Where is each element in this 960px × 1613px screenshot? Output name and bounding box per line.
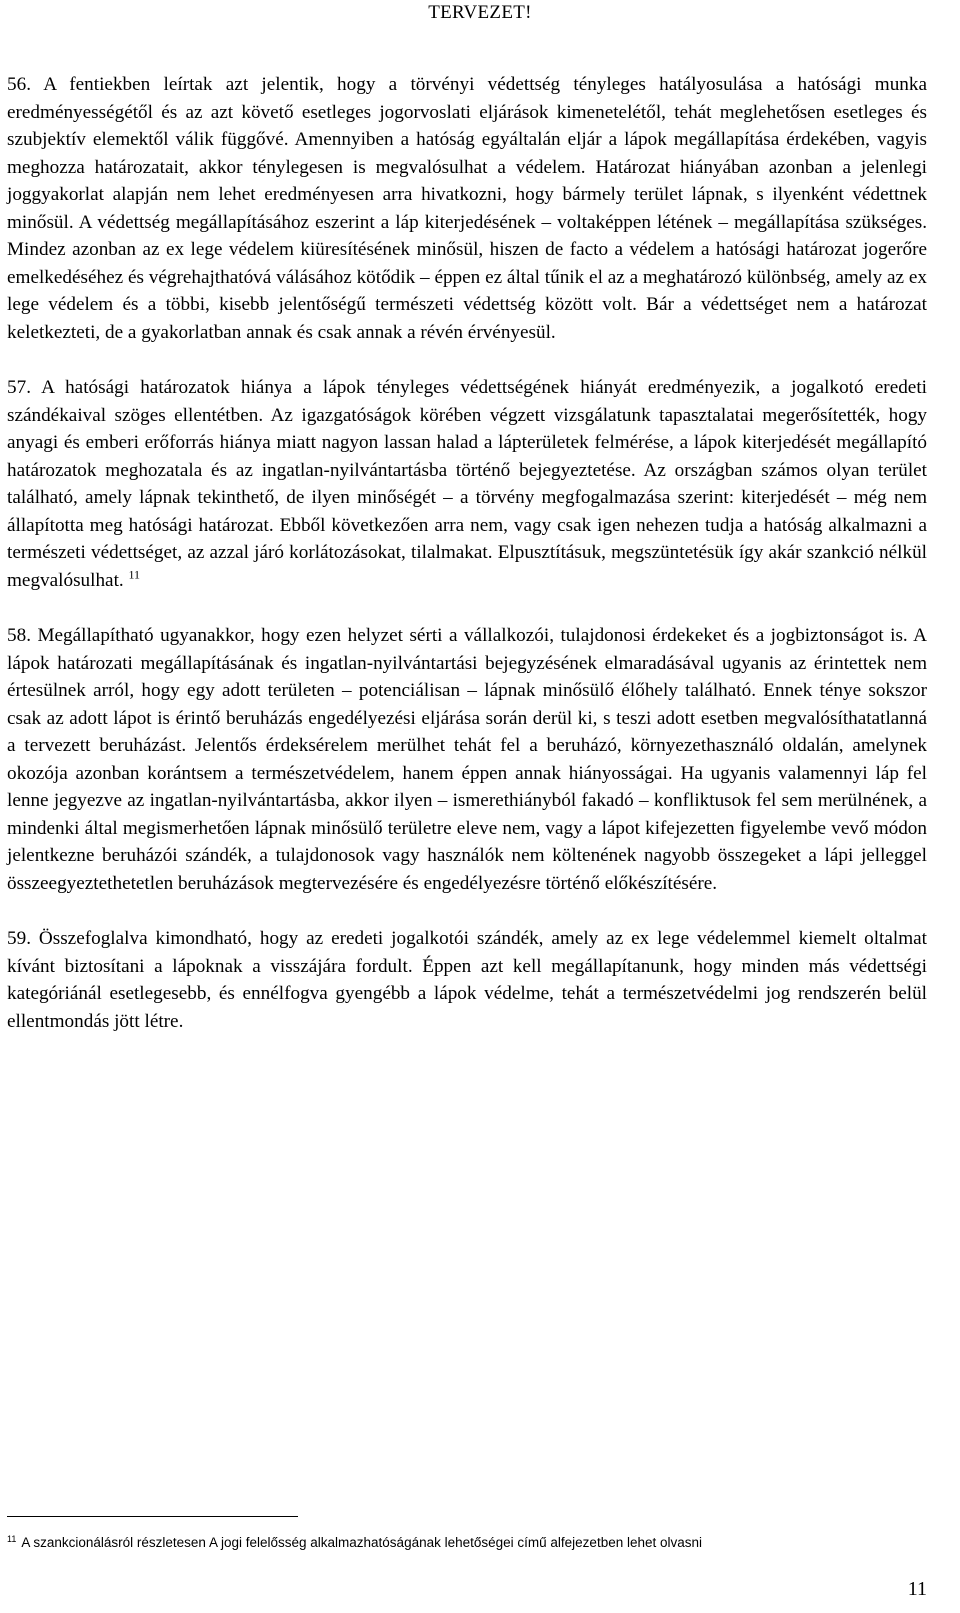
footnote-separator (7, 1516, 298, 1517)
footnote-text: A szankcionálásról részletesen A jogi felelősség alkalmazhatóságának lehetőségei című alfejezetben lehet olvasni (21, 1535, 703, 1550)
draft-header: TERVEZET! (428, 2, 532, 23)
footnote (7, 1534, 927, 1552)
paragraph-text: Összefoglalva kimondható, hogy az eredeti jogalkotói szándék, amely az ex lege védelemmel kiemelt oltalmat kívánt biztosítani a lápoknak a visszájára fordult. Éppen azt kell megállapítanunk, hogy minden más védettségi kategóriánál esetlegesebb, és ennélfogva gyengébb a lápok védelme, tehát a természetvédelmi jog rendszerén belül ellentmondás jött létre. (7, 928, 927, 1032)
page-number: 11 (907, 1578, 927, 1600)
paragraph-text: A hatósági határozatok hiánya a lápok tényleges védettségének hiányát eredményezik, a jogalkotó eredeti szándékaival szöges ellentétben. Az igazgatóságok körében végzett vizsgálatunk tapasztalatai megerősítették, hogy anyagi és emberi erőforrás hiánya miatt nagyon lassan halad a lápterületek felmérése, a lápok kiterjedését megállapító határozatok meghozatala és az ingatlan-nyilvántartásba történő bejegyeztetése. Az országban számos olyan terület található, amely lápnak tekinthető, de ilyen minőségét – a törvény megfogalmazása szerint: kiterjedését – még nem állapította meg hatósági határozat. Ebből következően arra nem, vagy csak igen nehezen tudja a hatóság alkalmazni a természeti védettséget, az azzal járó korlátozásokat, tilalmakat. Elpusztításuk, megszüntetésük így akár szankció nélkül megvalósulhat. (7, 377, 927, 591)
document-body (7, 71, 927, 1063)
footnote-reference[interactable]: 11 (128, 567, 141, 582)
paragraph-59 (7, 925, 927, 1035)
paragraph-number: 56. (7, 74, 31, 95)
paragraph-text: Megállapítható ugyanakkor, hogy ezen helyzet sérti a vállalkozói, tulajdonosi érdekeket és a jogbiztonságot is. A lápok határozati megállapításának és ingatlan-nyilvántartási bejegyzésének elmaradásával ugyanis az érintettek nem értesülnek arról, hogy egy adott területen – potenciálisan – lápnak minősülő élőhely található. Ennek ténye sokszor csak az adott lápot is érintő beruházás engedélyezési eljárása során derül ki, s teszi adott esetben megvalósíthatatlanná a tervezett beruházást. Jelentős érdeksérelem merülhet tehát fel a beruházó, környezethasználó oldalán, amelynek okozója azonban korántsem a természetvédelem, hanem éppen annak hiányosságai. Ha ugyanis valamennyi láp fel lenne jegyezve az ingatlan-nyilvántartásba, akkor ilyen – ismerethiányból fakadó – konfliktusok fel sem merülnének, a mindenki által megismerhetően lápnak minősülő területre eleve nem, vagy a lápot kifejezetten figyelembe vevő módon jelentkezne beruházói szándék, a tulajdonosok vagy használók nem költenének nagyobb összegeket a lápi jelleggel összeegyeztethetetlen beruházások megtervezésére és engedélyezésre történő előkészítésére. (7, 625, 927, 894)
paragraph-56 (7, 71, 927, 346)
paragraph-number: 58. (7, 625, 31, 646)
paragraph-58 (7, 622, 927, 897)
paragraph-number: 59. (7, 928, 31, 949)
footnote-marker: 11 (7, 1533, 17, 1544)
paragraph-number: 57. (7, 377, 31, 398)
paragraph-57 (7, 374, 927, 594)
paragraph-text: A fentiekben leírtak azt jelentik, hogy a törvényi védettség tényleges hatályosulása a hatósági munka eredményességétől és az azt követő esetleges jogorvoslati eljárások kimenetelétől, tehát meglehetősen esetleges és szubjektív elemektől válik függővé. Amennyiben a hatóság egyáltalán eljár a lápok megállapítása érdekében, vagyis meghozza határozatait, akkor ténylegesen is megvalósulhat a védelem. Határozat hiányában azonban a jelenlegi joggyakorlat alapján nem lehet eredményesen arra hivatkozni, hogy bármely terület lápnak, s ilyenként védettnek minősül. A védettség megállapításához eszerint a láp kiterjedésének – voltaképpen létének – megállapítása szükséges. Mindez azonban az ex lege védelem kiüresítésének minősül, hiszen de facto a védelem a hatósági határozat jogerőre emelkedéséhez és végrehajthatóvá válásához kötődik – éppen ez által tűnik el az a meghatározó különbség, amely az ex lege védelem és a többi, kisebb jelentőségű természeti védettség között volt. Bár a védettséget nem a határozat keletkezteti, de a gyakorlatban annak és csak annak a révén érvényesül. (7, 74, 927, 343)
